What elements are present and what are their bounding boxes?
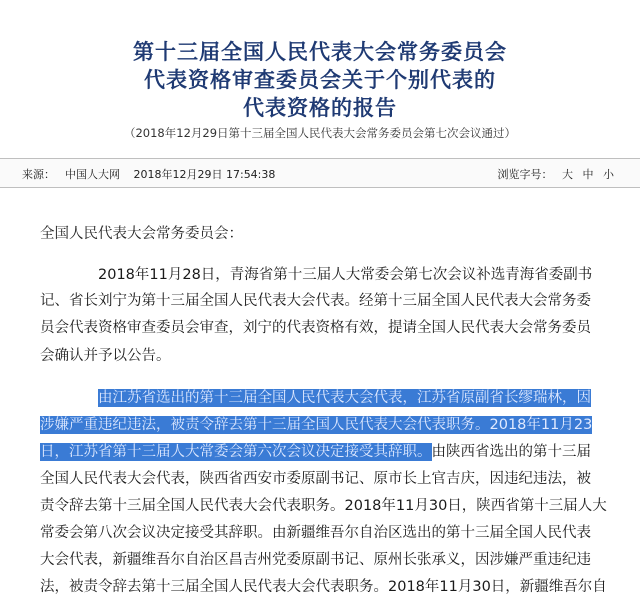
para2-line-8: 法，被责令辞去第十三届全国人民代表大会代表职务。2018年11月30日，新疆维吾尔自 [40, 579, 607, 595]
para1-line-4: 会确认并予以公告。 [40, 348, 171, 364]
para2-line-6: 常委会第八次会议决定接受其辞职。由新疆维吾尔自治区选出的第十三届全国人民代表 [40, 525, 591, 541]
article-title-line-2: 代表资格审查委员会关于个别代表的 [144, 67, 496, 92]
para1-line-2: 记、省长刘宁为第十三届全国人民代表大会代表。经第十三届全国人民代表大会常务委 [40, 293, 591, 309]
font-size-medium-button[interactable]: 中 [582, 168, 594, 181]
selected-text-1: 由江苏省选出的第十三届全国人民代表大会代表，江苏省原副省长缪瑞林，因 [98, 390, 591, 406]
source-label: 来源： [22, 168, 55, 181]
font-size-small-button[interactable]: 小 [603, 168, 614, 181]
font-size-label: 浏览字号： [497, 168, 553, 181]
para2-line-4: 全国人民代表大会代表，陕西省西安市委原副书记、原市长上官吉庆，因违纪违法，被 [40, 471, 591, 487]
source-name: 中国人大网 [65, 168, 120, 181]
para2-line-3 [40, 440, 591, 461]
font-size-large-button[interactable]: 大 [562, 168, 573, 181]
selected-text-3: 日，江苏省第十三届人大常委会第六次会议决定接受其辞职。 [40, 444, 432, 460]
article-meta-bar [0, 158, 640, 188]
para1-line-1: 2018年11月28日，青海省第十三届人大常委会第七次会议补选青海省委副书 [98, 267, 593, 283]
publish-datetime: 2018年12月29日 17:54:38 [133, 168, 276, 181]
article-title-line-3: 代表资格的报告 [243, 95, 397, 120]
meta-source-group [22, 166, 285, 182]
article-subtitle: （2018年12月29日第十三届全国人民代表大会常务委员会第七次会议通过） [123, 126, 517, 140]
article-title-line-1: 第十三届全国人民代表大会常务委员会 [133, 39, 507, 64]
para2-line-5: 责令辞去第十三届全国人民代表大会代表职务。2018年11月30日，陕西省第十三届人大 [40, 498, 607, 514]
para1-line-3: 员会代表资格审查委员会审查，刘宁的代表资格有效，提请全国人民代表大会常务委员 [40, 320, 591, 336]
para2-line-7: 大会代表，新疆维吾尔自治区昌吉州党委原副书记、原州长张承义，因涉嫌严重违纪违 [40, 552, 591, 568]
greeting: 全国人民代表大会常务委员会： [40, 226, 243, 242]
para2-line-1 [98, 386, 591, 407]
selected-text-2: 涉嫌严重违纪违法，被责令辞去第十三届全国人民代表大会代表职务。2018年11月23 [40, 417, 593, 433]
para2-line-3-rest: 由陕西省选出的第十三届 [431, 444, 591, 460]
font-size-controls [492, 166, 615, 182]
para2-line-2 [40, 413, 592, 434]
